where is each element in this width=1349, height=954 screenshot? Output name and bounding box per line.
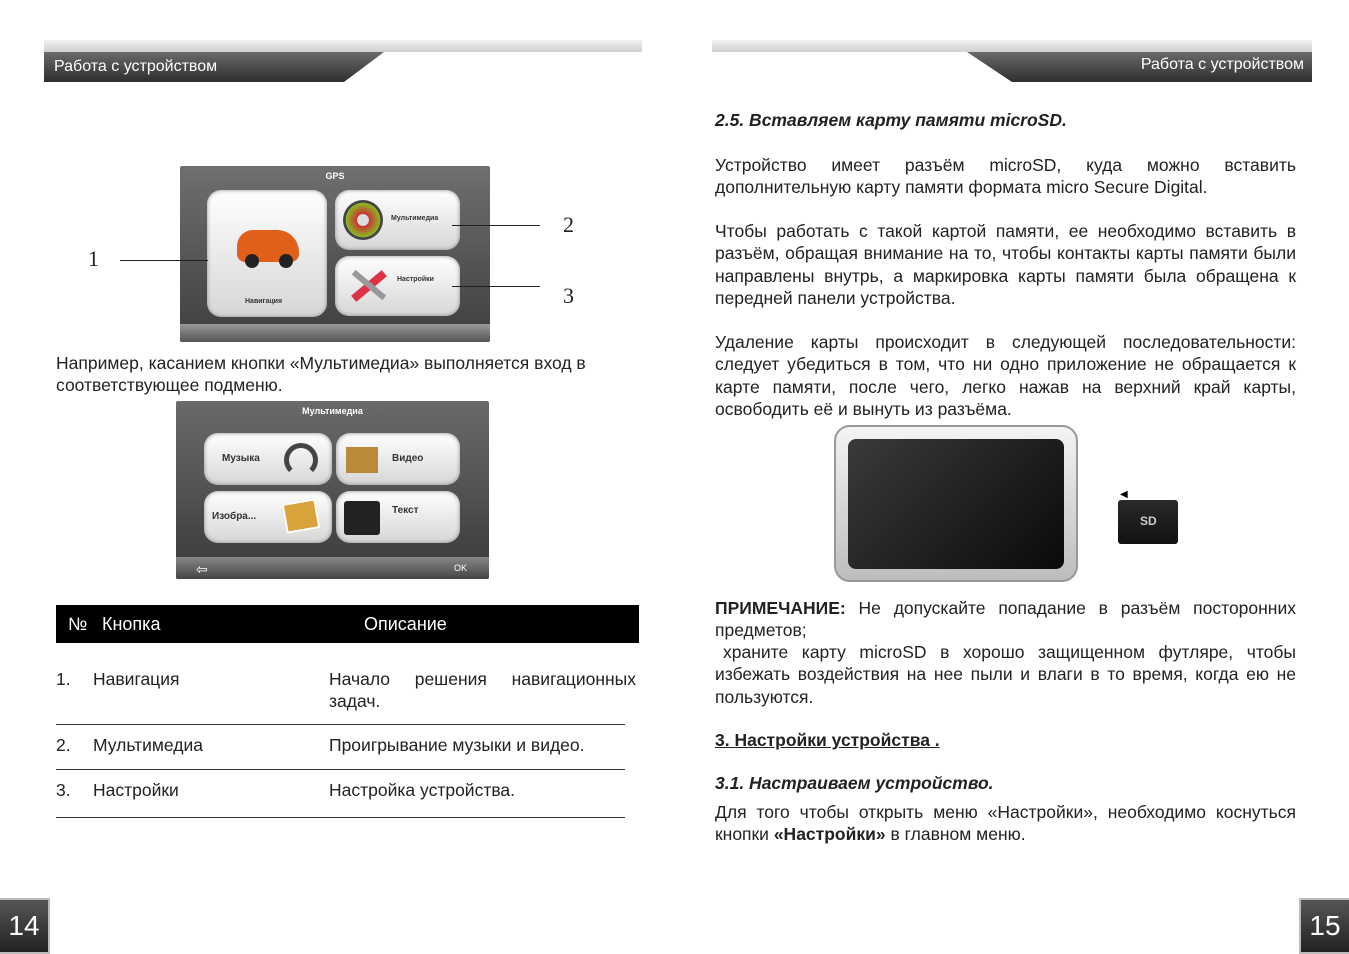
navigation-menu-button xyxy=(207,190,327,317)
callout-3: 3 xyxy=(563,283,574,308)
table-header-button: Кнопка xyxy=(102,614,161,634)
settings-open-text-bold: «Настройки» xyxy=(773,824,886,845)
navigation-label: Навигация xyxy=(245,298,283,305)
page-header-left xyxy=(44,40,642,84)
page-number-left: 14 xyxy=(0,898,50,954)
header-title-right: Работа с устройством xyxy=(1140,56,1304,73)
video-label: Видео xyxy=(392,453,424,464)
buttons-table-header xyxy=(56,605,639,643)
note-text-2: храните карту microSD в хорошо защищенном футляре, чтобы избежать воздействия на нее пыли и влаги в то время, когда ею не пользуются. xyxy=(715,642,1296,707)
screen1-title: GPS xyxy=(325,171,345,181)
video-menu-button xyxy=(336,433,460,485)
callout-1-line xyxy=(120,260,208,261)
back-arrow-icon: ⇦ xyxy=(196,561,208,577)
device-screen xyxy=(848,439,1064,569)
settings-open-text xyxy=(715,801,1296,846)
callout-1: 1 xyxy=(88,246,99,271)
microsd-card-image xyxy=(1118,500,1178,544)
multimedia-menu-button xyxy=(335,190,460,250)
table-header-description: Описание xyxy=(364,614,447,634)
table-row-3-num: 3. xyxy=(56,780,71,800)
insert-direction-arrow-icon: ◀ xyxy=(1120,489,1128,500)
table-row-2-description: Проигрывание музыки и видео. xyxy=(329,735,585,755)
settings-open-text-start: Для того чтобы открыть меню «Настройки», необходимо коснуться кнопки xyxy=(715,802,1296,845)
car-wheel-icon xyxy=(279,254,293,268)
table-row-1-button: Навигация xyxy=(93,669,180,689)
clapperboard-icon xyxy=(346,447,378,473)
page-header-right xyxy=(712,40,1312,84)
photos-icon xyxy=(282,498,321,533)
table-row-3-button: Настройки xyxy=(93,780,179,800)
screen2-title: Мультимедиа xyxy=(302,406,363,416)
table-row-1-num: 1. xyxy=(56,669,71,689)
gps-main-menu-screenshot xyxy=(180,166,490,342)
settings-open-text-end: в главном меню. xyxy=(885,824,1026,845)
screen1-bottom-bar xyxy=(180,324,490,342)
table-divider xyxy=(56,724,625,725)
microsd-insert-text: Чтобы работать с такой картой памяти, ее необходимо вставить в разъём, обращая внимание на то, чтобы контакты карты памяти были направлены внутрь, а маркировка карты памяти была обращена к передней панели устройства. xyxy=(715,221,1296,308)
microsd-remove-text: Удаление карты происходит в следующей последовательности: следует убедиться в том, что ни одно приложение не обращается к карте памяти, после чего, легко нажав на верхний край карты, освободить её и вынуть из разъёма. xyxy=(715,332,1296,419)
page-number-right: 15 xyxy=(1299,898,1349,954)
header-title-left: Работа с устройством xyxy=(54,58,218,75)
section-3-1-heading: 3.1. Настраиваем устройство. xyxy=(715,773,994,793)
text-label: Текст xyxy=(392,505,419,516)
settings-label: Настройки xyxy=(397,276,434,283)
note-label: ПРИМЕЧАНИЕ: xyxy=(715,598,846,618)
music-label: Музыка xyxy=(222,453,260,464)
note-text xyxy=(715,597,1296,642)
callout-3-line xyxy=(452,286,540,287)
microsd-card-label: SD xyxy=(1140,514,1157,528)
table-divider xyxy=(56,817,625,818)
table-divider xyxy=(56,769,625,770)
images-label: Изобра... xyxy=(212,511,257,522)
headphones-icon xyxy=(284,443,318,477)
multimedia-label: Мультимедиа xyxy=(391,215,439,222)
books-icon xyxy=(344,501,380,535)
table-row-1-description: Начало решения навигационных задач. xyxy=(329,669,636,711)
text-menu-button xyxy=(336,491,460,543)
note-body: Не допускайте попадание в разъём посторонних предметов; xyxy=(715,598,1296,641)
settings-menu-button xyxy=(335,256,460,316)
callout-2-line xyxy=(452,225,540,226)
microsd-slot-text: Устройство имеет разъём microSD, куда можно вставить дополнительную карту памяти формата micro Secure Digital. xyxy=(715,155,1296,198)
film-reel-icon xyxy=(343,200,383,240)
table-header-num: № xyxy=(68,614,88,634)
multimedia-menu-screenshot xyxy=(176,401,489,579)
table-row-2-button: Мультимедиа xyxy=(93,735,203,755)
gps-device-image xyxy=(834,425,1078,582)
callout-2: 2 xyxy=(563,212,574,237)
screen2-bottom-bar xyxy=(176,557,489,579)
section-2-5-heading: 2.5. Вставляем карту памяти microSD. xyxy=(715,110,1067,130)
section-3-heading: 3. Настройки устройства . xyxy=(715,730,940,750)
car-wheel-icon xyxy=(245,254,259,268)
table-row-2-num: 2. xyxy=(56,735,71,755)
multimedia-example-text: Например, касанием кнопки «Мультимедиа» выполняется вход в соответствующее подменю. xyxy=(56,353,586,396)
ok-button-label: OK xyxy=(453,563,467,573)
images-menu-button xyxy=(204,491,332,543)
music-menu-button xyxy=(204,433,332,485)
table-row-3-description: Настройка устройства. xyxy=(329,780,516,800)
